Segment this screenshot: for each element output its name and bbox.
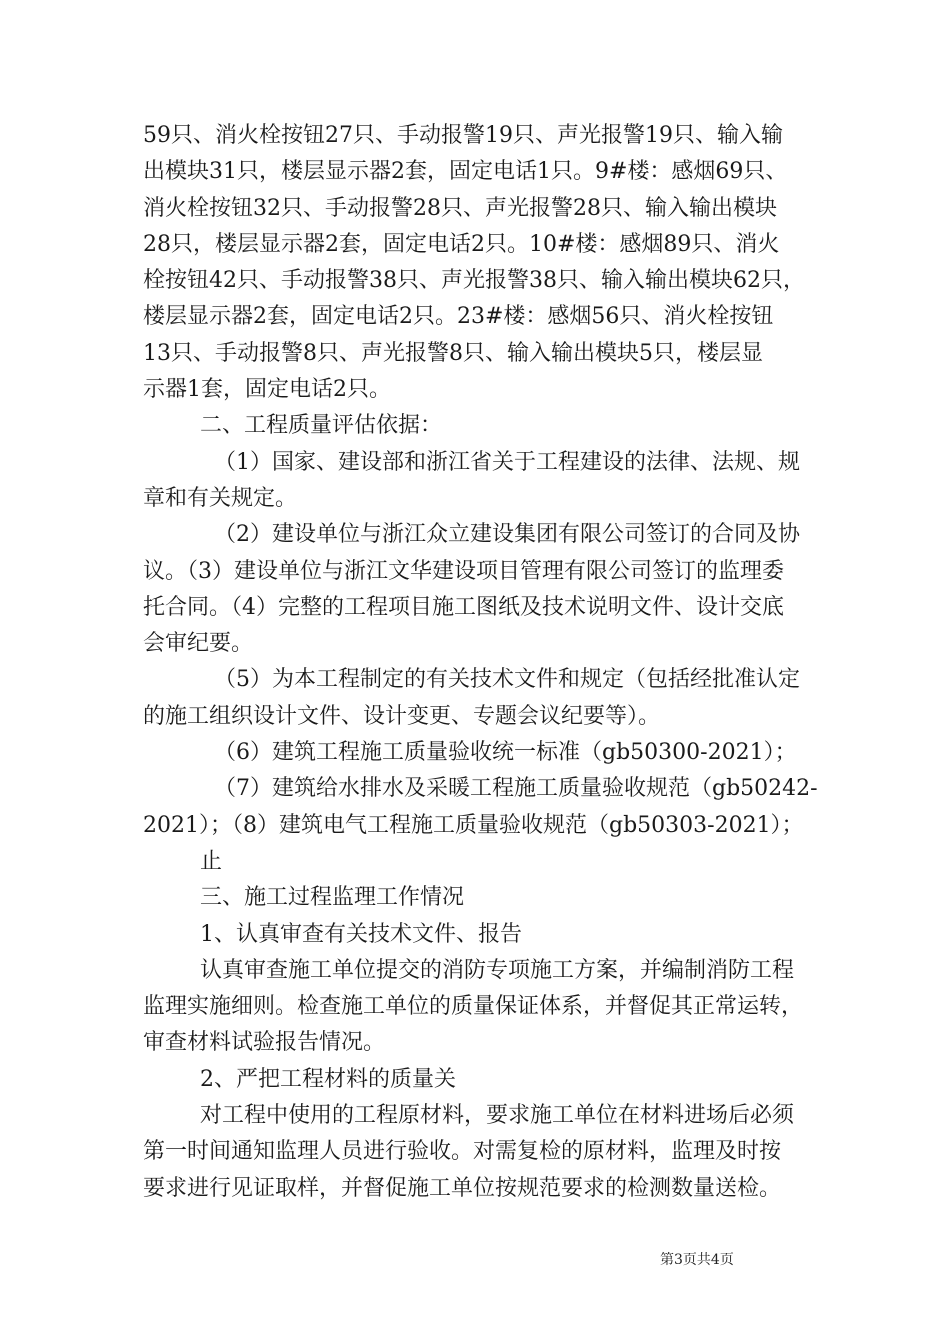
subsection-heading: 2、严把工程材料的质量关 [200,1066,456,1092]
subsection-heading: 1、认真审查有关技术文件、报告 [200,921,522,947]
text-line: 28只，楼层显示器2套，固定电话2只。10#楼：感烟89只、消火 [143,231,780,257]
text-line: 2021）；（8）建筑电气工程施工质量验收规范（gb50303-2021）； [143,812,804,838]
page-number: 第3页共4页 [660,1252,734,1268]
text-line: 示器1套，固定电话2只。 [143,377,391,403]
text-line: 第一时间通知监理人员进行验收。对需复检的原材料，监理及时按 [143,1139,782,1165]
text-line: （5）为本工程制定的有关技术文件和规定（包括经批准认定 [214,667,800,693]
text-line: 议。（3）建设单位与浙江文华建设项目管理有限公司签订的监理委 [143,558,784,584]
text-line: 出模块31只，楼层显示器2套，固定电话1只。9#楼：感烟69只、 [143,159,788,185]
text-line: （1）国家、建设部和浙江省关于工程建设的法律、法规、规 [214,449,800,475]
text-line: 认真审查施工单位提交的消防专项施工方案，并编制消防工程 [200,957,795,983]
text-line: （6）建筑工程施工质量验收统一标准（gb50300-2021）； [214,740,797,766]
text-line: （2）建设单位与浙江众立建设集团有限公司签订的合同及协 [214,522,800,548]
text-line: 托合同。（4）完整的工程项目施工图纸及技术说明文件、设计交底 [143,594,784,620]
text-line: 监理实施细则。检查施工单位的质量保证体系，并督促其正常运转， [143,994,804,1020]
text-line: 会审纪要。 [143,631,254,657]
section-heading: 二、工程质量评估依据： [200,413,443,439]
text-line: 对工程中使用的工程原材料，要求施工单位在材料进场后必须 [200,1103,795,1129]
text-line: （7）建筑给水排水及采暖工程施工质量验收规范（gb50242- [214,776,818,802]
section-heading: 三、施工过程监理工作情况 [200,885,465,911]
text-line: 消火栓按钮32只、手动报警28只、声光报警28只、输入输出模块 [143,195,777,221]
text-line: 审查材料试验报告情况。 [143,1030,386,1056]
text-line: 栓按钮42只、手动报警38只、声光报警38只、输入输出模块62只， [143,268,805,294]
text-line: 13只、手动报警8只、声光报警8只、输入输出模块5只，楼层显 [143,340,763,366]
text-line: 止 [200,848,223,874]
body-text [143,118,818,1207]
text-line: 楼层显示器2套，固定电话2只。23#楼：感烟56只、消火栓按钮 [143,304,774,330]
text-line: 的施工组织设计文件、设计变更、专题会议纪要等）。 [143,703,661,729]
text-line: 59只、消火栓按钮27只、手动报警19只、声光报警19只、输入输 [143,123,783,148]
text-line: 章和有关规定。 [143,485,298,511]
text-line: 要求进行见证取样，并督促施工单位按规范要求的检测数量送检。 [143,1175,782,1201]
